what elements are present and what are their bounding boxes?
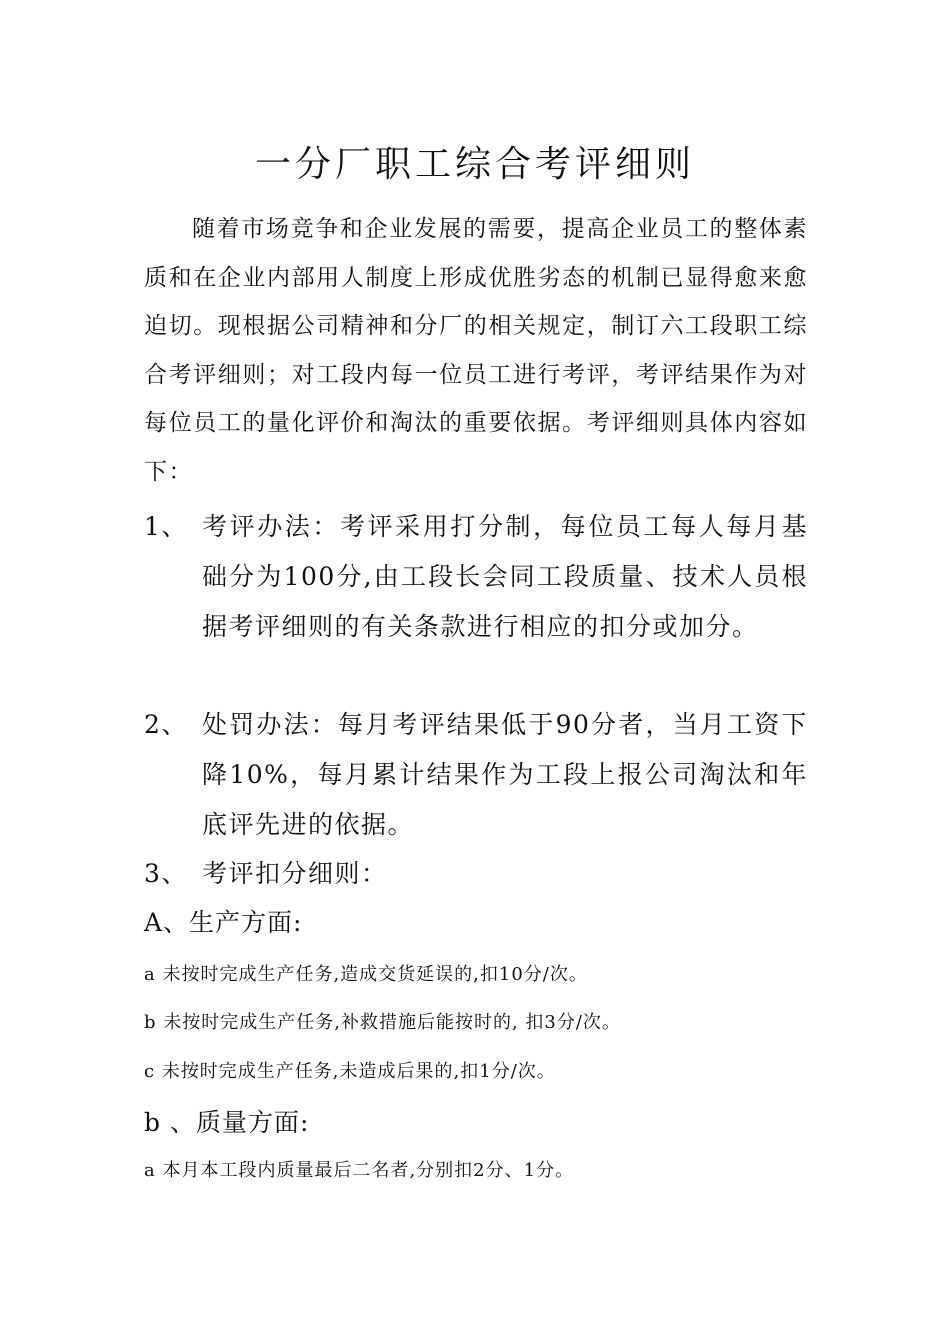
item-number: 3、 <box>144 859 188 888</box>
quality-rule-a: a 本月本工段内质量最后二名者,分别扣2分、1分。 <box>144 1160 575 1181</box>
section-quality-heading: b 、质量方面: <box>144 1108 310 1137</box>
document-title: 一分厂职工综合考评细则 <box>254 144 695 185</box>
item-text: 考评扣分细则： <box>202 859 388 888</box>
production-rule-a: a 未按时完成生产任务,造成交货延误的,扣10分/次。 <box>144 964 588 985</box>
item-number: 2、 <box>144 710 188 739</box>
production-rule-b: b 未按时完成生产任务,补救措施后能按时的, 扣3分/次。 <box>144 1012 621 1033</box>
item-number: 1、 <box>144 512 188 541</box>
production-rule-c: c 未按时完成生产任务,未造成后果的,扣1分/次。 <box>144 1061 556 1082</box>
item-text: 处罚办法：每月考评结果低于90分者，当月工资下降10%，每月累计结果作为工段上报公司淘汰和年底评先进的依据。 <box>202 710 808 839</box>
item-evaluation-method <box>144 502 808 652</box>
item-deduction-rules <box>144 849 808 899</box>
item-penalty-method <box>144 700 808 850</box>
item-text: 考评办法：考评采用打分制，每位员工每人每月基础分为100分,由工段长会同工段质量、技术人员根据考评细则的有关条款进行相应的扣分或加分。 <box>202 512 808 641</box>
intro-paragraph: 随着市场竞争和企业发展的需要，提高企业员工的整体素质和在企业内部用人制度上形成优胜劣态的机制已显得愈来愈迫切。现根据公司精神和分厂的相关规定，制订六工段职工综合考评细则；对工段内每一位员工进行考评，考评结果作为对每位员工的量化评价和淘汰的重要依据。考评细则具体内容如下： <box>144 216 808 485</box>
section-production-heading: A、生产方面: <box>144 908 303 937</box>
